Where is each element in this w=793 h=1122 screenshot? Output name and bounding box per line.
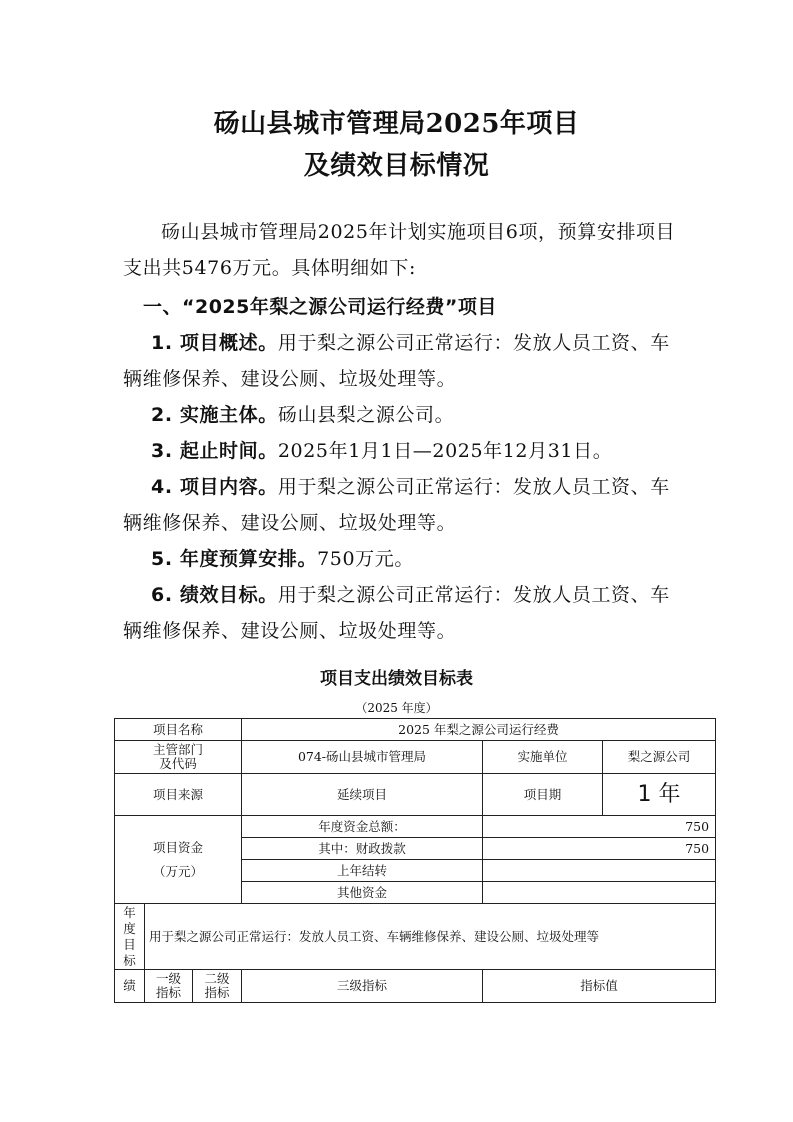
- item-budget: [123, 541, 683, 577]
- item-label: 2. 实施主体。: [151, 404, 278, 426]
- document-title-line2: 及绩效目标情况: [303, 151, 490, 181]
- table-year: （2025 年度）: [355, 701, 438, 715]
- item-label: 5. 年度预算安排。: [151, 548, 318, 570]
- funds-other-value: [483, 882, 716, 904]
- table-row: [115, 904, 716, 970]
- annual-goal-value: 用于梨之源公司正常运行：发放人员工资、车辆维修保养、建设公厕、垃圾处理等: [145, 904, 716, 970]
- item-text: 砀山县梨之源公司。: [277, 404, 455, 426]
- performance-table: [114, 718, 716, 1003]
- table-title: 项目支出绩效目标表: [320, 669, 473, 689]
- funds-fiscal-value: 750: [483, 838, 716, 860]
- funds-carry-label: 上年结转: [242, 860, 483, 882]
- item-text: 750万元。: [317, 548, 414, 570]
- period-value: 1 年: [603, 774, 716, 816]
- section-heading: 一、“2025年梨之源公司运行经费”项目: [143, 296, 497, 318]
- intro-paragraph: 砀山县城市管理局2025年计划实施项目6项，预算安排项目支出共5476万元。具体明细如下:: [123, 221, 676, 279]
- item-content: [123, 469, 683, 541]
- item-label: 6. 绩效目标。: [151, 584, 278, 606]
- impl-label: 实施单位: [483, 741, 603, 774]
- level3-label: 三级指标: [242, 970, 483, 1003]
- period-label: 项目期: [483, 774, 603, 816]
- item-implementer: [123, 397, 683, 433]
- item-label: 4. 项目内容。: [151, 476, 278, 498]
- value-label: 指标值: [483, 970, 716, 1003]
- source-label: 项目来源: [115, 774, 242, 816]
- item-period: [123, 433, 683, 469]
- table-row: [115, 816, 716, 838]
- source-value: 延续项目: [242, 774, 483, 816]
- item-text: 用于梨之源公司正常运行：发放人员工资、车辆维修保养、建设公厕、垃圾处理等。: [123, 476, 670, 534]
- table-row: [115, 970, 716, 1003]
- level2-label: 二级 指标: [193, 970, 242, 1003]
- impl-value: 梨之源公司: [603, 741, 716, 774]
- table-row: [115, 741, 716, 774]
- item-label: 3. 起止时间。: [151, 440, 278, 462]
- project-name-label: 项目名称: [115, 719, 242, 741]
- funds-fiscal-label: 其中：财政拨款: [242, 838, 483, 860]
- level1-label: 一级 指标: [145, 970, 193, 1003]
- funds-carry-value: [483, 860, 716, 882]
- dept-label: 主管部门 及代码: [115, 741, 242, 774]
- item-text: 用于梨之源公司正常运行：发放人员工资、车辆维修保养、建设公厕、垃圾处理等。: [123, 332, 670, 390]
- item-text: 用于梨之源公司正常运行：发放人员工资、车辆维修保养、建设公厕、垃圾处理等。: [123, 584, 670, 642]
- table-row: [115, 774, 716, 816]
- perf-label: 绩: [115, 970, 145, 1003]
- dept-value: 074-砀山县城市管理局: [242, 741, 483, 774]
- item-text: 2025年1月1日—2025年12月31日。: [277, 440, 613, 462]
- item-label: 1. 项目概述。: [151, 332, 278, 354]
- funds-total-label: 年度资金总额：: [242, 816, 483, 838]
- project-name-value: 2025 年梨之源公司运行经费: [242, 719, 716, 741]
- funds-label: 项目资金 （万元）: [115, 816, 242, 904]
- table-row: [115, 719, 716, 741]
- item-performance-goal: [123, 577, 683, 649]
- funds-total-value: 750: [483, 816, 716, 838]
- item-overview: [123, 325, 683, 397]
- funds-other-label: 其他资金: [242, 882, 483, 904]
- annual-goal-label: 年 度 目 标: [115, 904, 145, 970]
- document-title-line1: 砀山县城市管理局2025年项目: [213, 109, 580, 139]
